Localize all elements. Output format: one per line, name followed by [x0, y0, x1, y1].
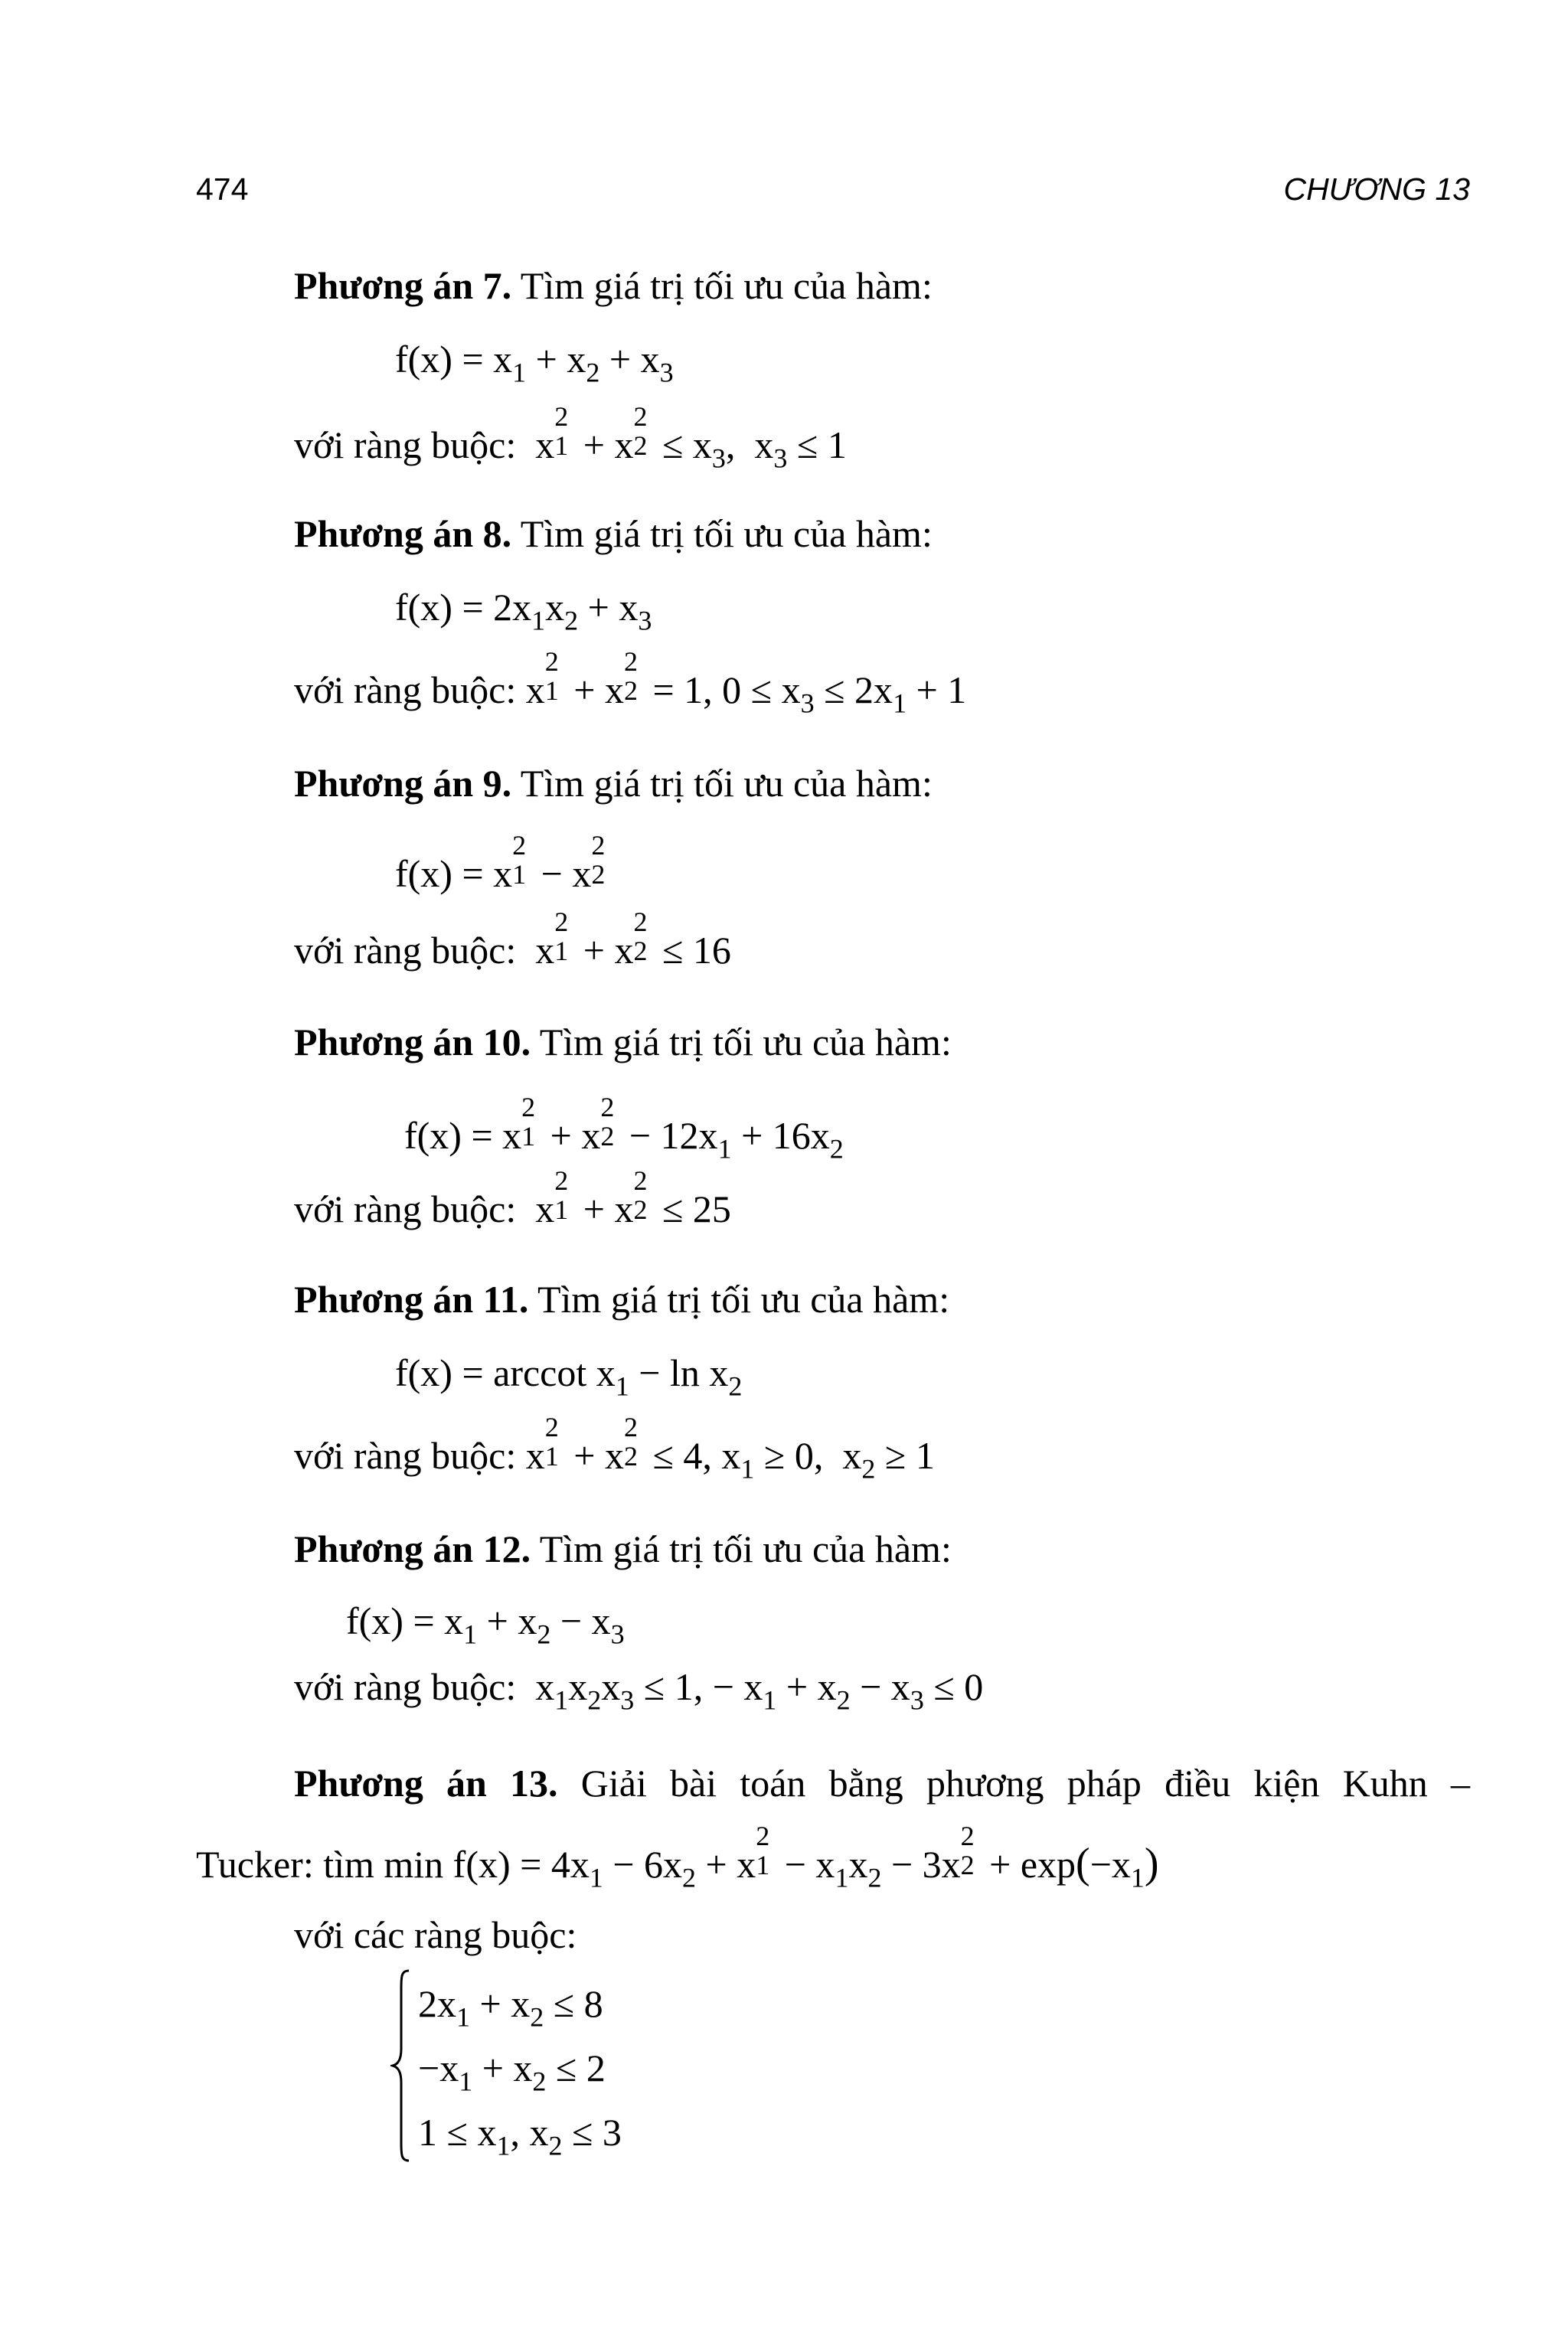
- problem-label: Phương án 10.: [294, 1021, 531, 1063]
- problem-8-heading: [294, 514, 933, 553]
- objective-function-12: $f(x) = x_1 + x_2 - x_3$: [346, 1599, 625, 1650]
- problem-text: Tìm giá trị tối ưu của hàm:: [531, 1021, 952, 1063]
- constraint-line-3: $1 \le x_1$, $x_2 \le 3$: [418, 2111, 622, 2161]
- chapter-title: CHƯƠNG 13: [1283, 172, 1470, 207]
- constraint-11: với ràng buộc: x 2 1 + x 2 2 ≤ 4, $x_1 \ge 0$, $x_2 \ge 1$: [294, 1411, 935, 1485]
- problem-12-heading: [294, 1527, 952, 1570]
- problem-text: Giải bài toán bằng phương pháp điều kiện Kuhn –: [557, 1762, 1471, 1805]
- constraint-label: với ràng buộc:: [294, 423, 517, 466]
- problem-text: Tìm giá trị tối ưu của hàm:: [531, 1527, 952, 1570]
- constraint-12: với ràng buộc: $x_1x_2x_3 \le 1$, − $x_1 + x_2 - x_3 \le 0$: [294, 1665, 984, 1716]
- problem-label: Phương án 9.: [294, 762, 512, 805]
- problem-11-heading: [294, 1278, 950, 1321]
- problem-text: Tìm giá trị tối ưu của hàm:: [511, 512, 933, 555]
- constraint-9: với ràng buộc: x 2 1 + x 2 2 ≤ 16: [294, 906, 731, 972]
- objective-function-10: f(x) = x 2 1 + x 2 2 − $12x_1 + 16x_2$: [404, 1091, 844, 1165]
- problem-text-continuation: Tucker: tìm: [196, 1843, 384, 1886]
- problem-9-heading: [294, 762, 933, 805]
- objective-function-8: $f(x) = 2x_1x_2 + x_3$: [395, 586, 652, 636]
- constraint-8: với ràng buộc: x 2 1 + x 2 2 = 1, $0 \le x_3 \le 2x_1 + 1$: [294, 645, 967, 719]
- left-brace-icon: [390, 1966, 412, 2165]
- problem-label: Phương án 13.: [294, 1762, 558, 1805]
- problem-13-heading: [294, 1762, 1471, 1805]
- problem-text: Tìm giá trị tối ưu của hàm:: [528, 1278, 950, 1321]
- problem-label: Phương án 7.: [294, 264, 512, 307]
- problem-10-heading: [294, 1023, 952, 1061]
- problem-7-heading: [294, 266, 933, 305]
- objective-function-9: f(x) = x 2 1 − x 2 2: [395, 829, 606, 895]
- constraint-label: với ràng buộc:: [294, 668, 517, 711]
- constraint-line-2: $-x_1 + x_2 \le 2$: [418, 2047, 606, 2097]
- problem-text: Tìm giá trị tối ưu của hàm:: [511, 264, 933, 307]
- constraint-7: với ràng buộc: x 2 1 + x 2 2 ≤ $x_3$, $x_3 \le 1$: [294, 400, 847, 474]
- constraints-intro: với các ràng buộc:: [294, 1913, 577, 1956]
- problem-label: Phương án 11.: [294, 1278, 529, 1321]
- constraint-system: [390, 1966, 773, 2165]
- objective-function-7: $f(x) = x_1 + x_2 + x_3$: [395, 338, 674, 388]
- problem-label: Phương án 8.: [294, 512, 512, 555]
- constraint-line-1: $2x_1 + x_2 \le 8$: [418, 1982, 603, 2033]
- objective-function-11: f(x) = arccot $x_1 - \ln x_2$: [395, 1351, 743, 1402]
- page-number: 474: [196, 172, 249, 207]
- constraint-label: với ràng buộc:: [294, 1665, 517, 1708]
- constraint-label: với ràng buộc:: [294, 1187, 517, 1230]
- constraint-label: với ràng buộc:: [294, 1434, 517, 1477]
- problem-text: Tìm giá trị tối ưu của hàm:: [511, 762, 933, 805]
- problem-13-objective: Tucker: tìm $\min f(x) = 4x_1 - 6x_2 + x$ 2 1 − $x_1x_2 - 3x$ 2 2 + $\exp(-x_1)$: [196, 1820, 1159, 1893]
- problem-label: Phương án 12.: [294, 1527, 531, 1570]
- constraint-label: với ràng buộc:: [294, 929, 517, 972]
- constraint-10: với ràng buộc: x 2 1 + x 2 2 ≤ 25: [294, 1165, 731, 1230]
